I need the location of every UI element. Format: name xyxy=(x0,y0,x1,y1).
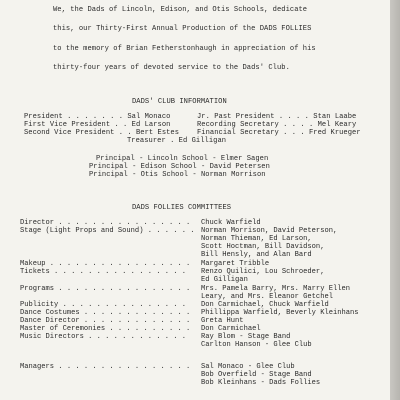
officer-left-3: Second Vice President . . Bert Estes xyxy=(24,129,180,137)
committee-value: Carlton Hanson - Glee Club xyxy=(201,341,312,349)
officer-right-2: Recording Secretary . . . . Mel Keary xyxy=(197,121,357,129)
committee-value: Chuck Warfield xyxy=(201,219,261,227)
committee-value: Don Carmichael, Chuck Warfield xyxy=(201,301,329,309)
committee-value: Bob Kleinhans - Dads Follies xyxy=(201,379,321,387)
committee-label: Dance Director . . . . . . . . . . . . . xyxy=(20,317,191,325)
committee-value: Ray Blom - Stage Band xyxy=(201,333,291,341)
committee-value: Phillippa Warfield, Beverly Kleinhans xyxy=(201,309,359,317)
committee-value: Norman Morrison, David Peterson, xyxy=(201,227,338,235)
committee-value: Sal Monaco - Glee Club xyxy=(201,363,295,371)
committee-label: Master of Ceremonies . . . . . . . . . . xyxy=(20,325,191,333)
principal-edison: Principal - Edison School - David Petersen xyxy=(89,163,270,171)
committee-label: Music Directors . . . . . . . . . . . . xyxy=(20,333,187,341)
committee-value: Bob Overfield - Stage Band xyxy=(201,371,312,379)
committee-value: Margaret Tribble xyxy=(201,260,270,268)
committee-value: Greta Hunt xyxy=(201,317,244,325)
officer-right-1: Jr. Past President . . . . Stan Laabe xyxy=(197,113,357,121)
committee-value: Mrs. Pamela Barry, Mrs. Marry Ellen xyxy=(201,285,350,293)
treasurer-line: Treasurer . Ed Gilligan xyxy=(127,137,227,145)
dedication-line-4: thirty-four years of devoted service to the Dads' Club. xyxy=(53,64,290,72)
club-info-heading: DADS' CLUB INFORMATION xyxy=(132,98,227,106)
committee-value: Don Carmichael xyxy=(201,325,261,333)
committee-value: Renzo Quilici, Lou Schroeder, xyxy=(201,268,325,276)
officer-right-3: Financial Secretary . . . Fred Krueger xyxy=(197,129,361,137)
page-edge xyxy=(390,0,400,400)
principal-otis: Principal - Otis School - Norman Morrison xyxy=(89,171,266,179)
officer-left-2: First Vice President . . Ed Larson xyxy=(24,121,171,129)
committee-label: Dance Costumes . . . . . . . . . . . . . xyxy=(20,309,191,317)
committee-label: Tickets . . . . . . . . . . . . . . . . xyxy=(20,268,187,276)
committee-value: Norman Thieman, Ed Larson, xyxy=(201,235,312,243)
committee-value: Bill Hensly, and Alan Bard xyxy=(201,251,312,259)
committee-value: Scott Hoctman, Bill Davidson, xyxy=(201,243,325,251)
committees-heading: DADS FOLLIES COMMITTEES xyxy=(132,204,232,212)
committee-label: Director . . . . . . . . . . . . . . . . xyxy=(20,219,191,227)
committee-label: Makeup . . . . . . . . . . . . . . . . . xyxy=(20,260,191,268)
committee-label: Stage (Light Props and Sound) . . . . . . xyxy=(20,227,195,235)
dedication-line-2: this, our Thirty-First Annual Production of the DADS FOLLIES xyxy=(53,25,312,33)
committee-label: Publicity . . . . . . . . . . . . . . . xyxy=(20,301,187,309)
dedication-line-1: We, the Dads of Lincoln, Edison, and Otis Schools, dedicate xyxy=(53,6,308,14)
committee-label: Managers . . . . . . . . . . . . . . . . xyxy=(20,363,191,371)
committee-label: Programs . . . . . . . . . . . . . . . . xyxy=(20,285,191,293)
committee-value: Leary, and Mrs. Eleanor Getchel xyxy=(201,293,333,301)
dedication-line-3: to the memory of Brian Fetherstonhaugh in appreciation of his xyxy=(53,45,316,53)
officer-left-1: President . . . . . . . Sal Monaco xyxy=(24,113,171,121)
committee-value: Ed Gilligan xyxy=(201,276,248,284)
principal-lincoln: Principal - Lincoln School - Elmer Sagen xyxy=(96,155,269,163)
